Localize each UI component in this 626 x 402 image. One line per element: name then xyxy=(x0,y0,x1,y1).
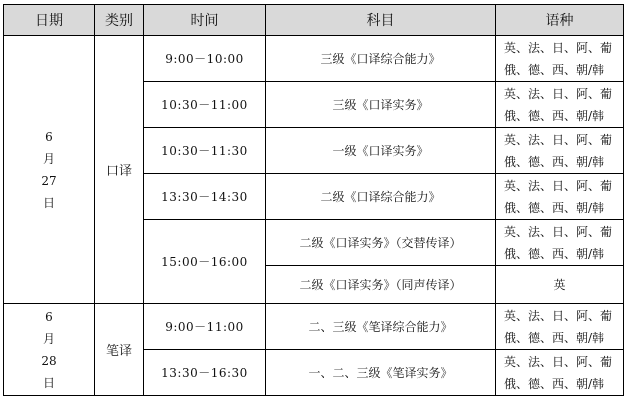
language-line: 俄、德、西、朝/韩 xyxy=(504,200,605,215)
language-line: 俄、德、西、朝/韩 xyxy=(504,62,605,77)
category-cell: 口译 xyxy=(95,36,144,304)
subject-cell: 一级《口译实务》 xyxy=(266,128,496,174)
language-cell xyxy=(496,174,624,220)
language-line: 英、法、日、阿、葡 xyxy=(504,308,613,323)
date-line: 日 xyxy=(42,195,55,210)
exam-schedule-table xyxy=(3,4,624,396)
header-subject: 科目 xyxy=(266,5,496,36)
header-category: 类别 xyxy=(95,5,144,36)
date-line: 月 xyxy=(42,151,55,166)
language-line: 英、法、日、阿、葡 xyxy=(504,178,613,193)
language-line: 俄、德、西、朝/韩 xyxy=(504,108,605,123)
date-line: 日 xyxy=(42,375,55,390)
language-line: 英、法、日、阿、葡 xyxy=(504,86,613,101)
time-cell: 15:00－16:00 xyxy=(144,220,266,304)
time-cell: 9:00－10:00 xyxy=(144,36,266,82)
language-line: 俄、德、西、朝/韩 xyxy=(504,330,605,345)
header-date: 日期 xyxy=(4,5,95,36)
date-line: 28 xyxy=(41,353,57,368)
language-line: 俄、德、西、朝/韩 xyxy=(504,154,605,169)
date-line: 27 xyxy=(41,173,57,188)
language-cell xyxy=(496,82,624,128)
time-cell: 13:30－16:30 xyxy=(144,350,266,396)
language-cell: 英 xyxy=(496,266,624,304)
language-line: 俄、德、西、朝/韩 xyxy=(504,376,605,391)
date-line: 6 xyxy=(45,309,53,324)
date-cell xyxy=(4,36,95,304)
time-cell: 10:30－11:30 xyxy=(144,128,266,174)
language-cell xyxy=(496,128,624,174)
subject-cell: 二级《口译实务》（交替传译） xyxy=(266,220,496,266)
time-cell: 10:30－11:00 xyxy=(144,82,266,128)
language-line: 英、法、日、阿、葡 xyxy=(504,354,613,369)
category-cell: 笔译 xyxy=(95,304,144,396)
language-line: 英、法、日、阿、葡 xyxy=(504,224,613,239)
time-cell: 9:00－11:00 xyxy=(144,304,266,350)
language-cell xyxy=(496,220,624,266)
language-cell xyxy=(496,304,624,350)
subject-cell: 二级《口译实务》（同声传译） xyxy=(266,266,496,304)
header-row xyxy=(4,5,624,36)
time-cell: 13:30－14:30 xyxy=(144,174,266,220)
language-line: 英、法、日、阿、葡 xyxy=(504,132,613,147)
language-line: 英、法、日、阿、葡 xyxy=(504,40,613,55)
date-line: 6 xyxy=(45,129,53,144)
header-language: 语种 xyxy=(496,5,624,36)
subject-cell: 三级《口译综合能力》 xyxy=(266,36,496,82)
date-line: 月 xyxy=(42,331,55,346)
subject-cell: 三级《口译实务》 xyxy=(266,82,496,128)
table-row xyxy=(4,36,624,82)
language-cell xyxy=(496,350,624,396)
table-row xyxy=(4,304,624,350)
subject-cell: 一、二、三级《笔译实务》 xyxy=(266,350,496,396)
language-cell xyxy=(496,36,624,82)
header-time: 时间 xyxy=(144,5,266,36)
subject-cell: 二、三级《笔译综合能力》 xyxy=(266,304,496,350)
date-cell xyxy=(4,304,95,396)
language-line: 俄、德、西、朝/韩 xyxy=(504,246,605,261)
subject-cell: 二级《口译综合能力》 xyxy=(266,174,496,220)
